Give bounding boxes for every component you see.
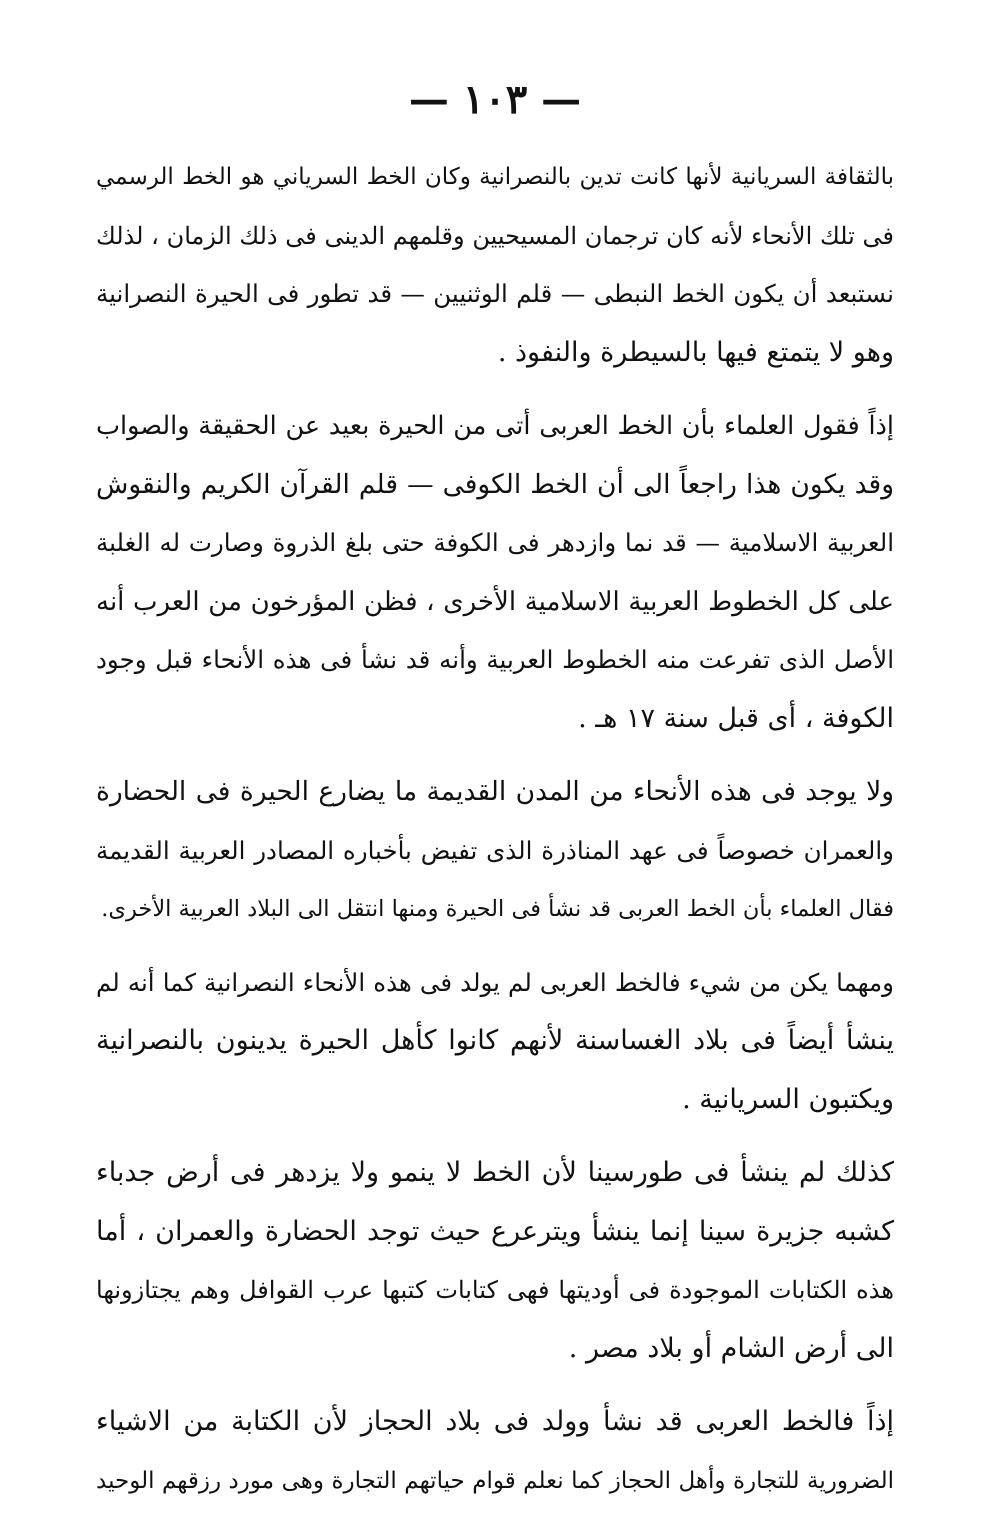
text-line: الأصل الذى تفرعت منه الخطوط العربية وأنه قد نشأ فى هذه الأنحاء قبل وجود [96,645,894,674]
text-line: والعمران خصوصاً فى عهد المناذرة الذى تفيض بأخباره المصادر العربية القديمة [96,835,894,865]
paragraph-6 [96,1393,894,1510]
text-line: ويكتبون السريانية . [682,1083,894,1115]
text-line: الضرورية للتجارة وأهل الحجاز كما نعلم قوام حياتهم التجارة وهى مورد رزقهم الوحيد [96,1467,894,1494]
text-line: وقد يكون هذا راجعاً الى أن الخط الكوفى — قلم القرآن الكريم والنقوش [96,468,894,500]
text-line: كذلك لم ينشأ فى طورسينا لأن الخط لا ينمو ولا يزدهر فى أرض جدباء [96,1157,894,1188]
text-line: على كل الخطوط العربية الاسلامية الأخرى ، فظن المؤرخون من العرب أنه [96,586,894,617]
paragraph-4 [96,954,894,1130]
text-line: إذاً فقول العلماء بأن الخط العربى أتى من الحيرة بعيد عن الحقيقة والصواب [96,411,894,441]
text-line: ولا يوجد فى هذه الأنحاء من المدن القديمة ما يضارع الحيرة فى الحضارة [96,776,894,807]
text-line: كشبه جزيرة سينا إنما ينشأ ويترعرع حيث توجد الحضارة والعمران ، أما [96,1215,894,1247]
paragraph-1 [96,148,894,382]
text-line: الى أرض الشام أو بلاد مصر . [568,1332,894,1364]
page-number: — ١٠٣ — [408,76,582,123]
text-line: إذاً فالخط العربى قد نشأ وولد فى بلاد الحجاز لأن الكتابة من الاشياء [96,1406,894,1437]
text-line: فى تلك الأنحاء لأنه كان ترجمان المسيحيين وقلمهم الدينى فى ذلك الزمان ، لذلك [96,221,894,250]
text-line: العربية الاسلامية — قد نما وازدهر فى الكوفة حتى بلغ الذروة وصارت له الغلبة [96,528,894,557]
text-line: ينشأ أيضاً فى بلاد الغساسنة لأنهم كانوا كأهل الحيرة يدينون بالنصرانية [96,1025,894,1056]
paragraph-5 [96,1144,894,1378]
text-line: فقال العلماء بأن الخط العربى قد نشأ فى الحيرة ومنها انتقل الى البلاد العربية الأخرى. [101,896,894,922]
text-line: هذه الكتابات الموجودة فى أوديتها فهى كتابات كتبها عرب القوافل وهم يجتازونها [96,1276,894,1304]
paragraph-2 [96,397,894,748]
text-line: ومهما يكن من شيء فالخط العربى لم يولد فى هذه الأنحاء النصرانية كما أنه لم [96,967,894,997]
text-line: نستبعد أن يكون الخط النبطى — قلم الوثنيين — قد تطور فى الحيرة النصرانية [96,279,894,308]
text-line: بالثقافة السريانية لأنها كانت تدين بالنصرانية وكان الخط السرياني هو الخط الرسمي [96,164,894,190]
text-line: وهو لا يتمتع فيها بالسيطرة والنفوذ . [497,336,894,368]
paragraph-3 [96,763,894,939]
text-line: الكوفة ، أى قبل سنة ١٧ هـ . [578,702,894,734]
